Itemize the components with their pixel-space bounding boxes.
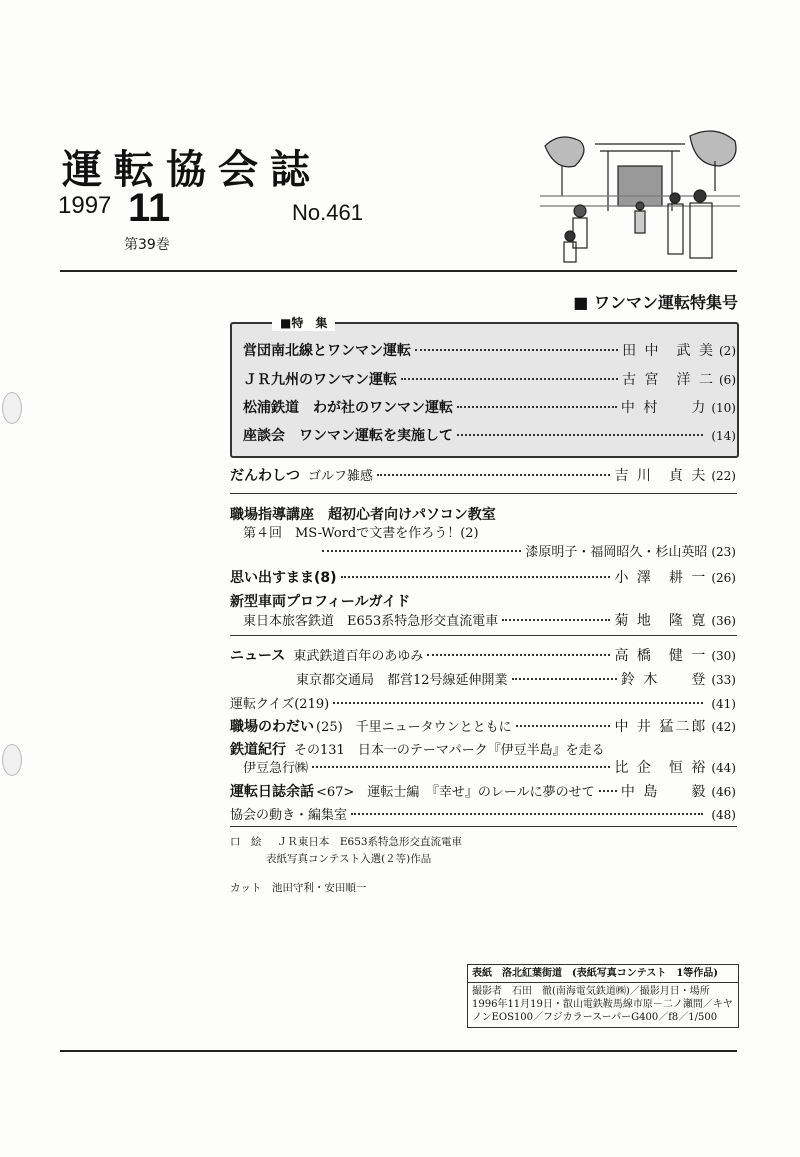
item-title: だんわしつ [230,468,300,484]
item-subtitle: <67> 運転士編 『幸せ』のレールに夢のせて [316,785,595,800]
toc-item-omoide[interactable] [230,567,736,587]
toc-item-kyokai[interactable] [230,804,736,823]
item-subtitle: 東京都交通局 都営12号線延伸開業 [296,673,508,688]
item-page: (42) [711,720,736,734]
item-author: 吉 川 貞 夫 [614,468,708,484]
item-title: ＪＲ九州のワンマン運転 [243,372,397,388]
item-subtitle: その131 日本一のテーマパーク『伊豆半島』を走る [294,743,605,758]
item-subtitle: 伊豆急行㈱ [243,761,309,776]
item-title: 鉄道紀行 [230,742,286,758]
feature-item[interactable] [243,397,736,417]
issue-number: No.461 [292,200,363,225]
leader-dots [512,678,617,680]
item-page: (44) [711,761,736,775]
feature-item[interactable] [243,340,736,360]
leader-dots [516,725,611,727]
item-page: (48) [711,808,736,822]
item-author: 古 宮 洋 二 [622,372,715,388]
binder-hole [2,392,22,424]
item-subtitle: 東日本旅客鉄道 E653系特急形交直流電車 [243,614,499,629]
item-subtitle: 東武鉄道百年のあゆみ [293,649,424,664]
item-author: 鈴 木 登 [620,672,708,688]
binder-hole [2,744,22,776]
item-title: ニュース [230,648,286,664]
cover-photo-box [467,964,739,1028]
leader-dots [457,434,703,436]
toc-item-pc-sub[interactable] [243,522,736,541]
kuchie-line [230,834,462,849]
item-title: 新型車両プロフィールガイド [230,594,411,610]
toc-item-profile-title[interactable] [230,591,736,611]
item-page: (23) [711,545,736,559]
separator [230,826,737,827]
toc-item-wadai[interactable] [230,716,736,736]
item-author: 田 中 武 美 [622,343,715,359]
item-author: 高 橋 健 一 [614,648,708,664]
volume-label: 第39巻 [124,237,170,253]
cover-box-line: ノンEOS100／フジカラースーパーG400／f8／1/500 [472,1012,718,1023]
kuchie-line-2: 表紙写真コンテスト入選(２等)作品 [266,853,432,865]
separator [230,635,737,636]
toc-item-danwa[interactable] [230,465,736,485]
cut-credit: カット 池田守利・安田順一 [230,882,367,894]
item-title: 営団南北線とワンマン運転 [243,343,411,359]
toc-item-pc-author[interactable] [318,541,736,560]
leader-dots [333,702,703,704]
leader-dots [322,550,521,552]
cover-box-line: 撮影者 石田 徹(南海電気鉄道㈱)／撮影月日・場所 [472,986,710,997]
feature-label: ■特 集 [272,314,335,331]
toc-item-kiko-title[interactable] [230,739,736,759]
item-title: 協会の動き・編集室 [230,808,348,823]
feature-item[interactable] [243,369,736,389]
item-page: (6) [719,373,736,387]
toc-item-news-2[interactable] [296,669,736,689]
item-page: (33) [711,673,736,687]
item-title: 運転クイズ(219) [230,697,330,712]
item-page: (36) [711,614,736,628]
item-page: (22) [711,469,736,483]
cover-illustration [540,126,740,266]
special-issue-title: ■ ワンマン運転特集号 [573,293,738,312]
leader-dots [377,474,610,476]
item-subtitle: ゴルフ雑感 [308,469,374,484]
magazine-title: 運転協会誌 [62,147,322,193]
leader-dots [312,766,610,768]
item-page: (26) [711,571,736,585]
item-title: 松浦鉄道 わが社のワンマン運転 [243,400,453,416]
bottom-rule [60,1050,737,1052]
item-author: 中 村 力 [620,400,708,416]
item-page: (41) [711,697,736,711]
toc-item-news-1[interactable] [230,645,736,665]
item-page: (14) [711,429,736,443]
item-author: 菊 地 隆 寛 [614,613,708,629]
item-author: 中 島 毅 [620,784,708,800]
item-author: 比 企 恒 裕 [614,760,708,776]
item-title: 思い出すまま(8) [230,570,337,586]
issue-year: 1997 [58,192,112,219]
separator [230,493,737,494]
item-subtitle: 第４回 MS-Wordで文書を作ろう！(2) [243,526,479,541]
leader-dots [415,349,618,351]
leader-dots [599,790,617,792]
leader-dots [351,813,703,815]
item-author: 中 井 猛二郎 [614,719,708,735]
header-rule [60,270,737,272]
item-page: (30) [711,649,736,663]
feature-item[interactable] [243,425,736,445]
toc-item-quiz[interactable] [230,693,736,712]
leader-dots [457,406,617,408]
toc-item-profile-sub[interactable] [243,610,736,630]
item-page: (10) [711,401,736,415]
item-page: (46) [711,785,736,799]
item-title: 職場指導講座 超初心者向けパソコン教室 [230,507,496,523]
cover-box-line: 1996年11月19日・叡山電鉄鞍馬線市原－二ノ瀬間／キヤ [472,999,733,1010]
item-title: 運転日誌余話 [230,784,314,800]
leader-dots [427,654,610,656]
leader-dots [502,619,610,621]
item-author: 漆原明子・福岡昭久・杉山英昭 [525,545,708,560]
toc-item-pc-title[interactable] [230,504,736,524]
item-page: (2) [719,344,736,358]
toc-item-nisshi[interactable] [230,781,736,801]
item-author: 小 澤 耕 一 [614,570,708,586]
leader-dots [401,378,618,380]
leader-dots [341,576,611,578]
issue-month: 11 [128,186,171,230]
item-title: 座談会 ワンマン運転を実施して [243,428,453,444]
toc-item-kiko-sub[interactable] [243,757,736,777]
kuchie-label: 口 絵 [230,836,262,848]
kuchie-text: ＪＲ東日本 E653系特急形交直流電車 [276,836,463,848]
item-title: 職場のわだい [230,719,314,735]
item-subtitle: (25) 千里ニュータウンとともに [316,720,512,735]
cover-box-header: 表紙 洛北紅葉街道 (表紙写真コンテスト 1等作品) [468,965,738,983]
